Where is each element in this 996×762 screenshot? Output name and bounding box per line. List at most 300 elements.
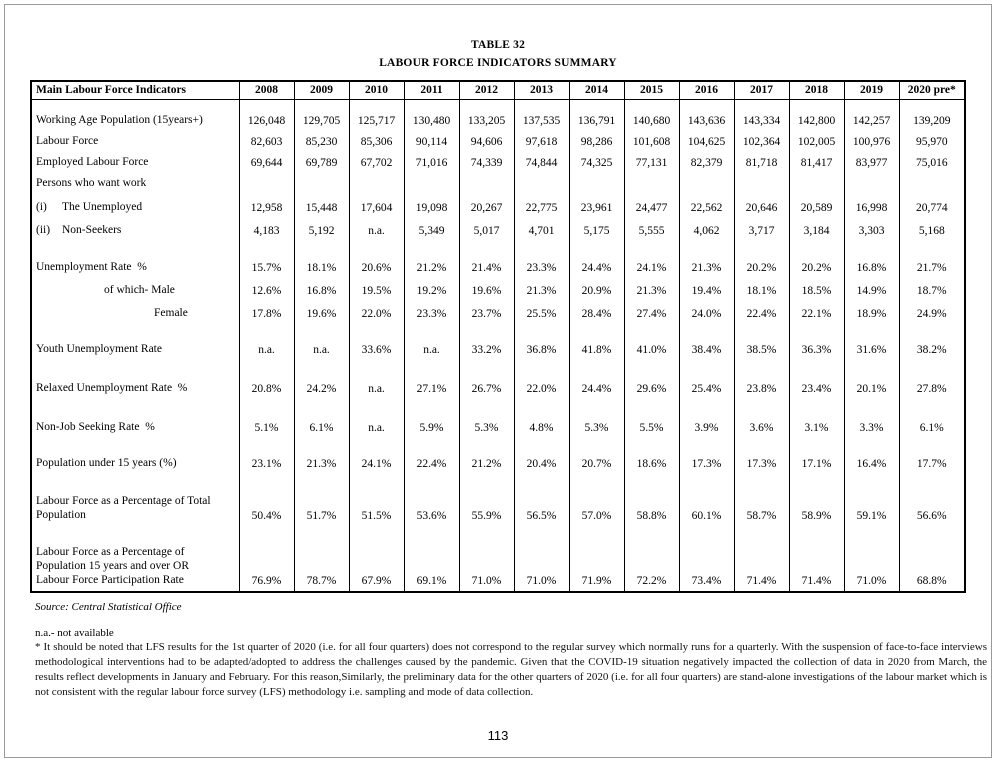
value-cell: 17.3% — [734, 451, 789, 474]
value-cell — [899, 360, 965, 376]
value-cell: 3.1% — [789, 415, 844, 438]
column-header-year: 2020 pre* — [899, 81, 965, 99]
value-cell: 71.4% — [789, 534, 844, 592]
value-cell: 90,114 — [404, 131, 459, 152]
table-row — [31, 173, 965, 194]
row-list-prefix: (ii) — [36, 224, 51, 236]
spacer-row — [31, 241, 965, 255]
value-cell: 22.1% — [789, 301, 844, 324]
value-cell: 20.1% — [844, 376, 899, 399]
value-cell: 69,789 — [294, 152, 349, 173]
value-cell — [239, 173, 294, 194]
value-cell: 22.0% — [349, 301, 404, 324]
value-cell — [404, 399, 459, 415]
value-cell: 72.2% — [624, 534, 679, 592]
value-cell — [899, 324, 965, 337]
row-label — [31, 360, 239, 376]
value-cell: 140,680 — [624, 111, 679, 131]
value-cell: 20.2% — [734, 255, 789, 278]
labour-force-indicators-table — [30, 80, 966, 593]
value-cell: 101,608 — [624, 131, 679, 152]
value-cell — [514, 324, 569, 337]
value-cell: 16.8% — [844, 255, 899, 278]
value-cell — [844, 526, 899, 534]
value-cell: 55.9% — [459, 482, 514, 526]
value-cell — [349, 474, 404, 482]
row-label — [31, 324, 239, 337]
table-row — [31, 337, 965, 360]
value-cell: 14.9% — [844, 278, 899, 301]
value-cell: 4,701 — [514, 218, 569, 241]
value-cell: 83,977 — [844, 152, 899, 173]
value-cell: 77,131 — [624, 152, 679, 173]
value-cell: 3,184 — [789, 218, 844, 241]
value-cell — [569, 474, 624, 482]
value-cell: 136,791 — [569, 111, 624, 131]
value-cell — [679, 360, 734, 376]
value-cell: 36.3% — [789, 337, 844, 360]
value-cell: 5.1% — [239, 415, 294, 438]
value-cell: 18.5% — [789, 278, 844, 301]
value-cell — [349, 360, 404, 376]
value-cell — [404, 241, 459, 255]
value-cell: 20,267 — [459, 194, 514, 218]
value-cell — [844, 360, 899, 376]
value-cell: 53.6% — [404, 482, 459, 526]
row-label: Labour Force as a Percentage of Population 15 years and over OR Labour Force Participation Rate — [36, 546, 189, 586]
header-row — [31, 81, 965, 99]
value-cell: 21.4% — [459, 255, 514, 278]
value-cell: 94,606 — [459, 131, 514, 152]
value-cell — [459, 474, 514, 482]
value-cell: 126,048 — [239, 111, 294, 131]
value-cell: 24.2% — [294, 376, 349, 399]
value-cell — [569, 399, 624, 415]
spacer-row — [31, 474, 965, 482]
value-cell: 78.7% — [294, 534, 349, 592]
value-cell: 3.3% — [844, 415, 899, 438]
value-cell: 24.0% — [679, 301, 734, 324]
value-cell: 20.2% — [789, 255, 844, 278]
value-cell: 81,417 — [789, 152, 844, 173]
value-cell — [734, 324, 789, 337]
value-cell — [679, 241, 734, 255]
value-cell: 5.3% — [459, 415, 514, 438]
value-cell — [679, 399, 734, 415]
value-cell: n.a. — [349, 376, 404, 399]
value-cell: 21.3% — [514, 278, 569, 301]
value-cell — [624, 173, 679, 194]
value-cell: 21.3% — [679, 255, 734, 278]
value-cell: 17.8% — [239, 301, 294, 324]
value-cell: 71.0% — [514, 534, 569, 592]
value-cell: 17.1% — [789, 451, 844, 474]
value-cell — [679, 173, 734, 194]
value-cell: 5,168 — [899, 218, 965, 241]
row-label — [31, 399, 239, 415]
value-cell — [239, 241, 294, 255]
value-cell: 58.9% — [789, 482, 844, 526]
value-cell: 31.6% — [844, 337, 899, 360]
value-cell — [514, 173, 569, 194]
value-cell: 21.3% — [624, 278, 679, 301]
value-cell: 24.1% — [624, 255, 679, 278]
value-cell — [899, 173, 965, 194]
value-cell — [514, 360, 569, 376]
value-cell — [404, 324, 459, 337]
value-cell: 41.8% — [569, 337, 624, 360]
value-cell: 17.3% — [679, 451, 734, 474]
value-cell — [569, 438, 624, 451]
value-cell: 22.0% — [514, 376, 569, 399]
row-label: Unemployment Rate % — [36, 261, 147, 273]
value-cell: 5,175 — [569, 218, 624, 241]
value-cell: 18.1% — [734, 278, 789, 301]
value-cell: 33.6% — [349, 337, 404, 360]
value-cell — [844, 399, 899, 415]
value-cell: 60.1% — [679, 482, 734, 526]
value-cell: 51.5% — [349, 482, 404, 526]
column-header-year: 2011 — [404, 81, 459, 99]
value-cell: 6.1% — [899, 415, 965, 438]
value-cell: 19.4% — [679, 278, 734, 301]
value-cell — [569, 241, 624, 255]
value-cell: n.a. — [349, 218, 404, 241]
row-label — [31, 474, 239, 482]
title-block — [5, 39, 991, 69]
value-cell — [239, 526, 294, 534]
value-cell — [294, 360, 349, 376]
table-row — [31, 534, 965, 592]
value-cell — [734, 399, 789, 415]
value-cell — [404, 438, 459, 451]
column-header-year: 2014 — [569, 81, 624, 99]
value-cell: 81,718 — [734, 152, 789, 173]
value-cell: 19.2% — [404, 278, 459, 301]
row-label: Employed Labour Force — [36, 156, 149, 168]
value-cell: 4.8% — [514, 415, 569, 438]
value-cell: 71,016 — [404, 152, 459, 173]
value-cell: 139,209 — [899, 111, 965, 131]
value-cell: 5,349 — [404, 218, 459, 241]
value-cell — [349, 241, 404, 255]
value-cell: 29.6% — [624, 376, 679, 399]
value-cell: 20.6% — [349, 255, 404, 278]
value-cell: 23.7% — [459, 301, 514, 324]
value-cell: 18.6% — [624, 451, 679, 474]
spacer-row — [31, 438, 965, 451]
document-page — [4, 4, 992, 758]
value-cell — [294, 474, 349, 482]
value-cell — [734, 241, 789, 255]
value-cell: 17.7% — [899, 451, 965, 474]
value-cell — [679, 438, 734, 451]
value-cell: 58.7% — [734, 482, 789, 526]
value-cell: 15,448 — [294, 194, 349, 218]
value-cell — [899, 399, 965, 415]
value-cell — [679, 526, 734, 534]
value-cell: n.a. — [239, 337, 294, 360]
value-cell: 21.2% — [459, 451, 514, 474]
row-label: of which- Male — [104, 284, 175, 296]
value-cell: 19.6% — [459, 278, 514, 301]
value-cell — [239, 438, 294, 451]
value-cell: 25.4% — [679, 376, 734, 399]
value-cell — [624, 360, 679, 376]
page-number: 113 — [487, 728, 509, 743]
spacer-row — [31, 399, 965, 415]
table-row — [31, 131, 965, 152]
value-cell — [349, 99, 404, 111]
value-cell: 6.1% — [294, 415, 349, 438]
footer-notes — [35, 601, 987, 700]
value-cell: 58.8% — [624, 482, 679, 526]
value-cell: 21.7% — [899, 255, 965, 278]
value-cell: 5.9% — [404, 415, 459, 438]
value-cell — [624, 241, 679, 255]
row-label: Labour Force as a Percentage of Total Population — [36, 495, 211, 521]
value-cell — [404, 474, 459, 482]
value-cell — [789, 360, 844, 376]
value-cell — [624, 324, 679, 337]
table-row — [31, 111, 965, 131]
column-header-year: 2010 — [349, 81, 404, 99]
value-cell: 76.9% — [239, 534, 294, 592]
spacer-row — [31, 360, 965, 376]
value-cell: 3,303 — [844, 218, 899, 241]
value-cell — [349, 438, 404, 451]
value-cell — [404, 173, 459, 194]
value-cell: 38.2% — [899, 337, 965, 360]
value-cell — [899, 526, 965, 534]
value-cell: 22.4% — [404, 451, 459, 474]
value-cell — [349, 173, 404, 194]
value-cell: 100,976 — [844, 131, 899, 152]
table-body — [31, 99, 965, 592]
value-cell — [624, 474, 679, 482]
value-cell — [624, 99, 679, 111]
table-row — [31, 301, 965, 324]
value-cell: 85,230 — [294, 131, 349, 152]
value-cell: 85,306 — [349, 131, 404, 152]
value-cell — [679, 324, 734, 337]
value-cell: 20,646 — [734, 194, 789, 218]
table-header-row — [31, 81, 965, 99]
row-label: Non-Job Seeking Rate % — [36, 421, 155, 433]
column-header-year: 2008 — [239, 81, 294, 99]
value-cell — [239, 399, 294, 415]
value-cell — [569, 99, 624, 111]
value-cell: 143,334 — [734, 111, 789, 131]
value-cell: 16,998 — [844, 194, 899, 218]
value-cell — [899, 438, 965, 451]
value-cell: 133,205 — [459, 111, 514, 131]
table-row — [31, 152, 965, 173]
value-cell — [734, 438, 789, 451]
row-list-prefix: (i) — [36, 201, 47, 213]
row-label — [31, 99, 239, 111]
value-cell: 36.8% — [514, 337, 569, 360]
value-cell: 16.4% — [844, 451, 899, 474]
value-cell — [569, 360, 624, 376]
source-note: Source: Central Statistical Office — [35, 601, 182, 613]
value-cell — [294, 438, 349, 451]
value-cell: 33.2% — [459, 337, 514, 360]
row-label — [31, 241, 239, 255]
value-cell: 71.9% — [569, 534, 624, 592]
value-cell: 57.0% — [569, 482, 624, 526]
value-cell: 4,183 — [239, 218, 294, 241]
value-cell: 19,098 — [404, 194, 459, 218]
table-row — [31, 278, 965, 301]
value-cell — [789, 474, 844, 482]
value-cell: 19.6% — [294, 301, 349, 324]
value-cell: 67.9% — [349, 534, 404, 592]
value-cell: 68.8% — [899, 534, 965, 592]
value-cell: 20.9% — [569, 278, 624, 301]
row-label: Labour Force — [36, 135, 99, 147]
row-label: Persons who want work — [36, 177, 147, 189]
value-cell — [294, 526, 349, 534]
value-cell: 82,379 — [679, 152, 734, 173]
value-cell — [624, 526, 679, 534]
column-header-indicators: Main Labour Force Indicators — [31, 81, 239, 99]
value-cell: 23,961 — [569, 194, 624, 218]
value-cell: 4,062 — [679, 218, 734, 241]
value-cell: n.a. — [349, 415, 404, 438]
row-label: Female — [154, 307, 188, 319]
value-cell — [459, 360, 514, 376]
table-title-heading: LABOUR FORCE INDICATORS SUMMARY — [379, 57, 617, 69]
value-cell — [239, 99, 294, 111]
value-cell: 27.8% — [899, 376, 965, 399]
value-cell — [459, 241, 514, 255]
value-cell: 5.3% — [569, 415, 624, 438]
na-availability-note: n.a.- not available — [35, 627, 114, 639]
value-cell — [844, 99, 899, 111]
value-cell: 22.4% — [734, 301, 789, 324]
value-cell: 18.7% — [899, 278, 965, 301]
value-cell: 74,844 — [514, 152, 569, 173]
value-cell: 23.4% — [789, 376, 844, 399]
table-row — [31, 218, 965, 241]
table-row — [31, 376, 965, 399]
value-cell — [844, 324, 899, 337]
value-cell — [569, 526, 624, 534]
value-cell — [349, 526, 404, 534]
value-cell: n.a. — [404, 337, 459, 360]
value-cell — [514, 399, 569, 415]
value-cell: 12,958 — [239, 194, 294, 218]
value-cell — [514, 241, 569, 255]
column-header-year: 2013 — [514, 81, 569, 99]
value-cell: 5.5% — [624, 415, 679, 438]
value-cell — [569, 173, 624, 194]
value-cell — [404, 526, 459, 534]
value-cell: 23.3% — [514, 255, 569, 278]
column-header-year: 2017 — [734, 81, 789, 99]
value-cell — [239, 324, 294, 337]
value-cell — [789, 241, 844, 255]
value-cell — [679, 474, 734, 482]
value-cell: 104,625 — [679, 131, 734, 152]
value-cell — [899, 474, 965, 482]
value-cell: 25.5% — [514, 301, 569, 324]
table-row — [31, 255, 965, 278]
value-cell: 74,325 — [569, 152, 624, 173]
value-cell — [899, 241, 965, 255]
value-cell: 56.6% — [899, 482, 965, 526]
row-label: (i) The Unemployed — [36, 201, 143, 213]
value-cell — [459, 438, 514, 451]
value-cell — [789, 99, 844, 111]
spacer-row — [31, 99, 965, 111]
value-cell — [679, 99, 734, 111]
value-cell — [844, 474, 899, 482]
value-cell: 5,192 — [294, 218, 349, 241]
value-cell: 3.9% — [679, 415, 734, 438]
value-cell: 98,286 — [569, 131, 624, 152]
value-cell: 28.4% — [569, 301, 624, 324]
value-cell — [734, 474, 789, 482]
value-cell: 24.1% — [349, 451, 404, 474]
value-cell — [459, 324, 514, 337]
value-cell: 56.5% — [514, 482, 569, 526]
value-cell: 23.3% — [404, 301, 459, 324]
value-cell — [844, 173, 899, 194]
value-cell: 19.5% — [349, 278, 404, 301]
value-cell: 24.4% — [569, 376, 624, 399]
value-cell: 27.4% — [624, 301, 679, 324]
value-cell — [734, 526, 789, 534]
row-label: Relaxed Unemployment Rate % — [36, 382, 188, 394]
value-cell: 18.1% — [294, 255, 349, 278]
value-cell — [459, 526, 514, 534]
value-cell: 102,005 — [789, 131, 844, 152]
value-cell: 129,705 — [294, 111, 349, 131]
column-header-year: 2009 — [294, 81, 349, 99]
column-header-year: 2019 — [844, 81, 899, 99]
value-cell: 71.0% — [844, 534, 899, 592]
value-cell — [404, 360, 459, 376]
value-cell: 3.6% — [734, 415, 789, 438]
value-cell — [789, 438, 844, 451]
spacer-row — [31, 324, 965, 337]
table-row — [31, 415, 965, 438]
value-cell: 74,339 — [459, 152, 514, 173]
spacer-row — [31, 526, 965, 534]
row-label: Population under 15 years (%) — [36, 457, 177, 469]
value-cell: 59.1% — [844, 482, 899, 526]
value-cell — [899, 99, 965, 111]
value-cell: 20,774 — [899, 194, 965, 218]
value-cell: 21.3% — [294, 451, 349, 474]
value-cell: 16.8% — [294, 278, 349, 301]
value-cell: 95,970 — [899, 131, 965, 152]
value-cell — [734, 173, 789, 194]
value-cell — [239, 360, 294, 376]
value-cell — [569, 324, 624, 337]
value-cell: 26.7% — [459, 376, 514, 399]
value-cell: 67,702 — [349, 152, 404, 173]
value-cell: 143,636 — [679, 111, 734, 131]
column-header-year: 2016 — [679, 81, 734, 99]
value-cell — [404, 99, 459, 111]
value-cell — [734, 99, 789, 111]
value-cell: 137,535 — [514, 111, 569, 131]
value-cell: 23.1% — [239, 451, 294, 474]
value-cell: 17,604 — [349, 194, 404, 218]
